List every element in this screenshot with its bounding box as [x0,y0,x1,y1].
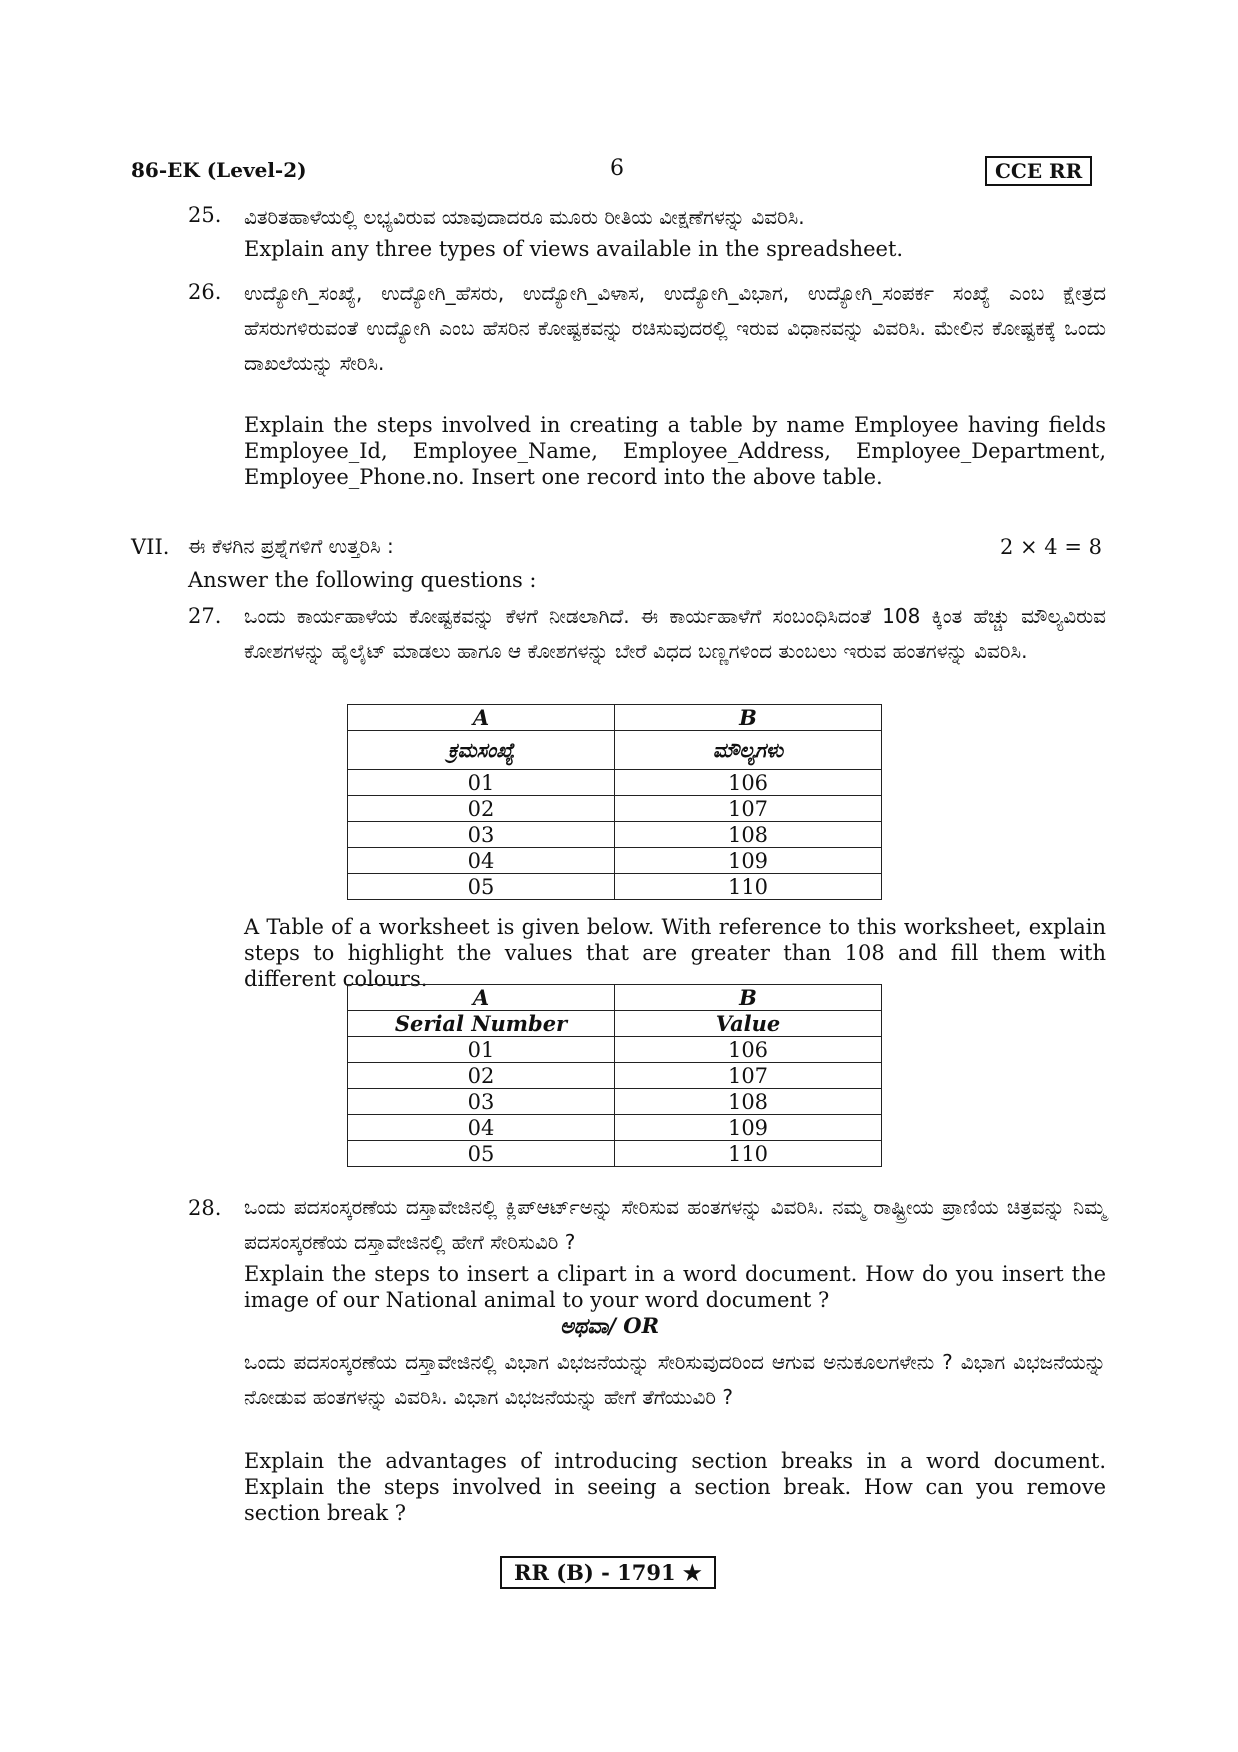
paper-code: 86-EK (Level-2) [131,158,307,182]
table-row [348,1141,882,1167]
section-7-marks: 2 × 4 = 8 [1000,535,1102,559]
column-a-label: A [348,705,615,731]
table-row [348,796,882,822]
question-26-english: Explain the steps involved in creating a table by name Employee having fields Employee_Id, Employee_Name, Employee_Address, Employee_Department, Employee_Phone.no. Insert one record into the above table. [244,413,1106,489]
cce-rr-badge: CCE RR [985,156,1092,186]
table-row [348,1115,882,1141]
column-b-label: B [615,705,882,731]
question-number-28: 28. [188,1196,222,1220]
serial-cell: 02 [348,1063,615,1089]
value-cell: 110 [615,1141,882,1167]
serial-cell: 03 [348,1089,615,1115]
worksheet-table-english [347,984,882,1167]
serial-cell: 05 [348,1141,615,1167]
value-cell: 106 [615,770,882,796]
question-28-kannada: ಒಂದು ಪದಸಂಸ್ಕರಣೆಯ ದಸ್ತಾವೇಜಿನಲ್ಲಿ ಕ್ಲಿಪ್‌ಆರ್ಟ್‌ಅನ್ನು ಸೇರಿಸುವ ಹಂತಗಳನ್ನು ವಿವರಿಸಿ. ನಮ್ಮ ರಾಷ್ಟ್ರೀಯ ಪ್ರಾಣಿಯ ಚಿತ್ರವನ್ನು ನಿಮ್ಮ ಪದಸಂಸ್ಕರಣೆಯ ದಸ್ತಾವೇಜಿನಲ್ಲಿ ಹೇಗೆ ಸೇರಿಸುವಿರಿ ? [244,1195,1106,1254]
serial-cell: 04 [348,1115,615,1141]
table-row [348,1037,882,1063]
question-number-27: 27. [188,604,222,628]
question-25-english: Explain any three types of views available in the spreadsheet. [244,237,904,261]
question-27-english: A Table of a worksheet is given below. With reference to this worksheet, explain steps to highlight the values that are greater than 108 and fill them with different colours. [244,915,1106,991]
value-cell: 109 [615,1115,882,1141]
serial-cell: 03 [348,822,615,848]
header-serial-kannada: ಕ್ರಮಸಂಖ್ಯೆ [348,731,615,770]
question-number-26: 26. [188,280,222,304]
section-roman-numeral: VII. [131,535,170,559]
footer-code: RR (B) - 1791 ★ [500,1556,716,1589]
question-27-kannada: ಒಂದು ಕಾರ್ಯಹಾಳೆಯ ಕೋಷ್ಟಕವನ್ನು ಕೆಳಗೆ ನೀಡಲಾಗಿದೆ. ಈ ಕಾರ್ಯಹಾಳೆಗೆ ಸಂಬಂಧಿಸಿದಂತೆ 108 ಕ್ಕಿಂತ ಹೆಚ್ಚು ಮೌಲ್ಯವಿರುವ ಕೋಶಗಳನ್ನು ಹೈಲೈಟ್ ಮಾಡಲು ಹಾಗೂ ಆ ಕೋಶಗಳನ್ನು ಬೇರೆ ವಿಧದ ಬಣ್ಣಗಳಿಂದ ತುಂಬಲು ಇರುವ ಹಂತಗಳನ್ನು ವಿವರಿಸಿ. [244,604,1106,663]
serial-cell: 04 [348,848,615,874]
section-7-instruction-english: Answer the following questions : [188,568,537,592]
serial-cell: 02 [348,796,615,822]
page-number: 6 [610,156,624,181]
question-26-kannada: ಉದ್ಯೋಗಿ_ಸಂಖ್ಯೆ, ಉದ್ಯೋಗಿ_ಹೆಸರು, ಉದ್ಯೋಗಿ_ವಿಳಾಸ, ಉದ್ಯೋಗಿ_ವಿಭಾಗ, ಉದ್ಯೋಗಿ_ಸಂಪರ್ಕ ಸಂಖ್ಯೆ ಎಂಬ ಕ್ಷೇತ್ರದ ಹೆಸರುಗಳಿರುವಂತೆ ಉದ್ಯೋಗಿ ಎಂಬ ಹೆಸರಿನ ಕೋಷ್ಟಕವನ್ನು ರಚಿಸುವುದರಲ್ಲಿ ಇರುವ ವಿಧಾನವನ್ನು ವಿವರಿಸಿ. ಮೇಲಿನ ಕೋಷ್ಟಕಕ್ಕೆ ಒಂದು ದಾಖಲೆಯನ್ನು ಸೇರಿಸಿ. [244,281,1106,375]
serial-cell: 01 [348,1037,615,1063]
table-row [348,1063,882,1089]
table-row [348,848,882,874]
question-28-alt-english: Explain the advantages of introducing section breaks in a word document. Explain the steps involved in seeing a section break. How can you remove section break ? [244,1449,1106,1525]
question-28-english: Explain the steps to insert a clipart in a word document. How do you insert the image of our National animal to your word document ? [244,1262,1106,1312]
column-b-label: B [615,985,882,1011]
header-value: Value [615,1011,882,1037]
question-25-kannada: ವಿತರಿತಹಾಳೆಯಲ್ಲಿ ಲಭ್ಯವಿರುವ ಯಾವುದಾದರೂ ಮೂರು ರೀತಿಯ ವೀಕ್ಷಣೆಗಳನ್ನು ವಿವರಿಸಿ. [244,205,805,229]
column-a-label: A [348,985,615,1011]
table-row [348,770,882,796]
table-row [348,1089,882,1115]
value-cell: 107 [615,1063,882,1089]
table-row [348,822,882,848]
question-28-alt-kannada: ಒಂದು ಪದಸಂಸ್ಕರಣೆಯ ದಸ್ತಾವೇಜಿನಲ್ಲಿ ವಿಭಾಗ ವಿಭಜನೆಯನ್ನು ಸೇರಿಸುವುದರಿಂದ ಆಗುವ ಅನುಕೂಲಗಳೇನು ? ವಿಭಾಗ ವಿಭಜನೆಯನ್ನು ನೋಡುವ ಹಂತಗಳನ್ನು ವಿವರಿಸಿ. ವಿಭಾಗ ವಿಭಜನೆಯನ್ನು ಹೇಗೆ ತೆಗೆಯುವಿರಿ ? [244,1350,1106,1409]
value-cell: 110 [615,874,882,900]
value-cell: 106 [615,1037,882,1063]
table-row [348,874,882,900]
worksheet-table-kannada [347,704,882,900]
value-cell: 109 [615,848,882,874]
section-7-instruction-kannada: ಈ ಕೆಳಗಿನ ಪ್ರಶ್ನೆಗಳಿಗೆ ಉತ್ತರಿಸಿ : [188,534,394,558]
serial-cell: 05 [348,874,615,900]
value-cell: 107 [615,796,882,822]
question-number-25: 25. [188,203,222,227]
value-cell: 108 [615,822,882,848]
header-values-kannada: ಮೌಲ್ಯಗಳು [615,731,882,770]
or-separator: ಅಥವಾ/ OR [560,1313,660,1338]
header-serial-number: Serial Number [348,1011,615,1037]
value-cell: 108 [615,1089,882,1115]
serial-cell: 01 [348,770,615,796]
